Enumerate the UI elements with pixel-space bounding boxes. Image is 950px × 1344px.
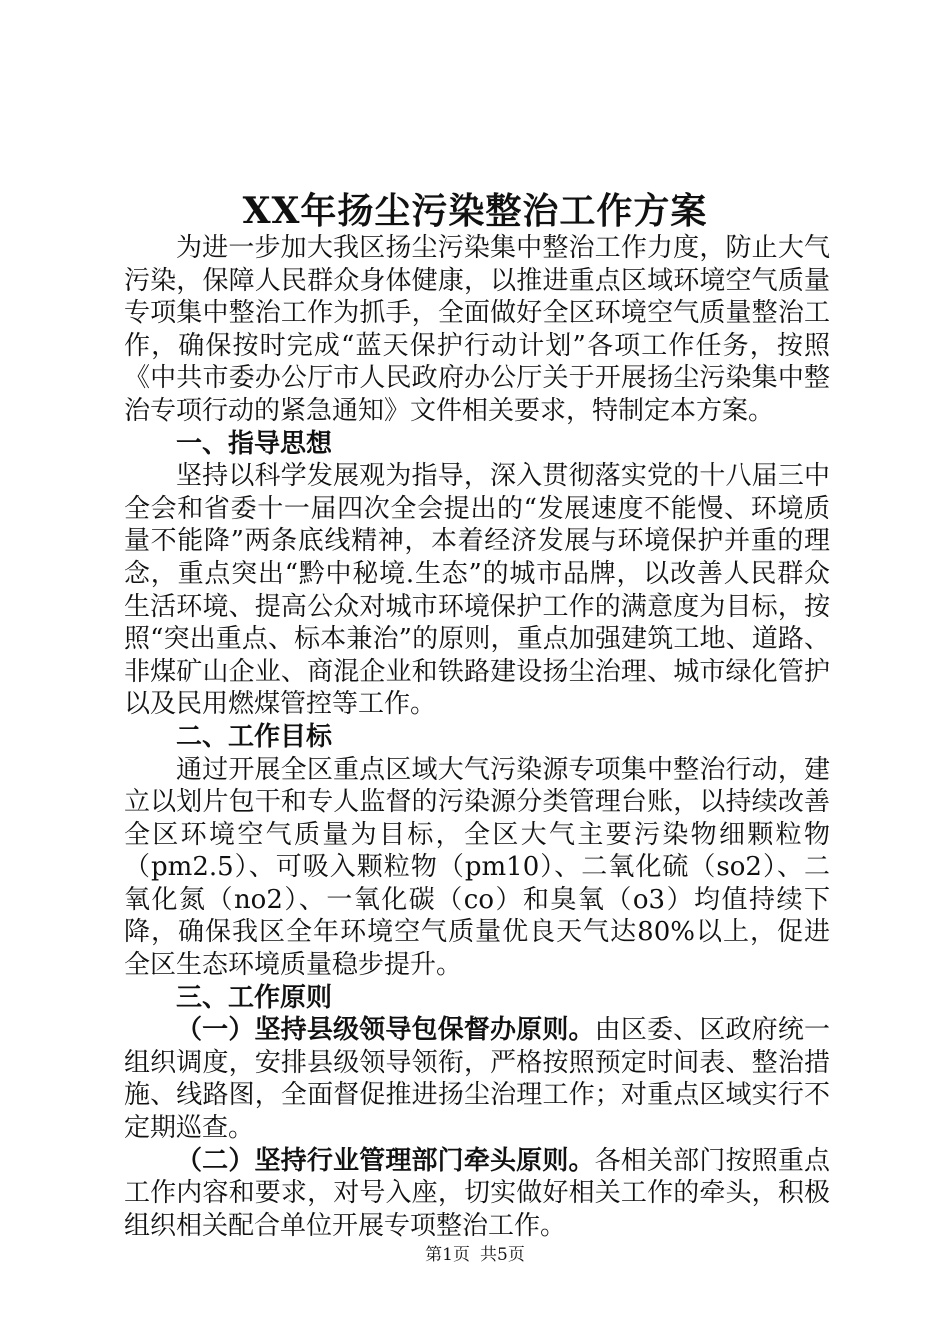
page-number-total: 共5页 bbox=[480, 1245, 525, 1265]
page-footer bbox=[0, 1244, 950, 1266]
principle-paragraph-1 bbox=[124, 1014, 830, 1144]
section-heading-work-goals: 二、工作目标 bbox=[176, 721, 333, 752]
principle-text-2: 各相关部门按照重点工作内容和要求，对号入座，切实做好相关工作的牵头，积极组织相关配合单位开展专项整治工作。 bbox=[124, 1145, 830, 1241]
section-heading-work-principles: 三、工作原则 bbox=[176, 982, 333, 1013]
intro-paragraph: 为进一步加大我区扬尘污染集中整治工作力度，防止大气污染，保障人民群众身体健康，以推进重点区域环境空气质量专项集中整治工作为抓手，全面做好全区环境空气质量整治工作，确保按时完成“蓝天保护行动计划”各项工作任务，按照《中共市委办公厅市人民政府办公厅关于开展扬尘污染集中整治专项行动的紧急通知》文件相关要求，特制定本方案。 bbox=[124, 233, 830, 426]
principle-paragraph-2 bbox=[124, 1145, 830, 1243]
document-body bbox=[124, 232, 830, 1242]
principle-lead-2: （二）坚持行业管理部门牵头原则。 bbox=[176, 1145, 595, 1176]
document-title: XX年扬尘污染整治工作方案 bbox=[242, 190, 708, 232]
section-heading-guiding-ideology: 一、指导思想 bbox=[176, 428, 333, 459]
principle-lead-1: （一）坚持县级领导包保督办原则。 bbox=[176, 1015, 595, 1046]
page-number-current: 第1页 bbox=[425, 1245, 470, 1265]
principle-text-1: 由区委、区政府统一组织调度，安排县级领导领衔，严格按照预定时间表、整治措施、线路图，全面督促推进扬尘治理工作；对重点区域实行不定期巡查。 bbox=[124, 1015, 830, 1144]
section-paragraph-guiding-ideology: 坚持以科学发展观为指导，深入贯彻落实党的十八届三中全会和省委十一届四次全会提出的“发展速度不能慢、环境质量不能降”两条底线精神，本着经济发展与环境保护并重的理念，重点突出“黔中秘境.生态”的城市品牌，以改善人民群众生活环境、提高公众对城市环境保护工作的满意度为目标，按照“突出重点、标本兼治”的原则，重点加强建筑工地、道路、非煤矿山企业、商混企业和铁路建设扬尘治理、城市绿化管护以及民用燃煤管控等工作。 bbox=[124, 461, 830, 720]
section-paragraph-work-goals: 通过开展全区重点区域大气污染源专项集中整治行动，建立以划片包干和专人监督的污染源分类管理台账，以持续改善全区环境空气质量为目标，全区大气主要污染物细颗粒物（pm2.5）、可吸入颗粒物（pm10）、二氧化硫（so2）、二氧化氮（no2）、一氧化碳（co）和臭氧（o3）均值持续下降，确保我区全年环境空气质量优良天气达80%以上，促进全区生态环境质量稳步提升。 bbox=[124, 754, 830, 981]
